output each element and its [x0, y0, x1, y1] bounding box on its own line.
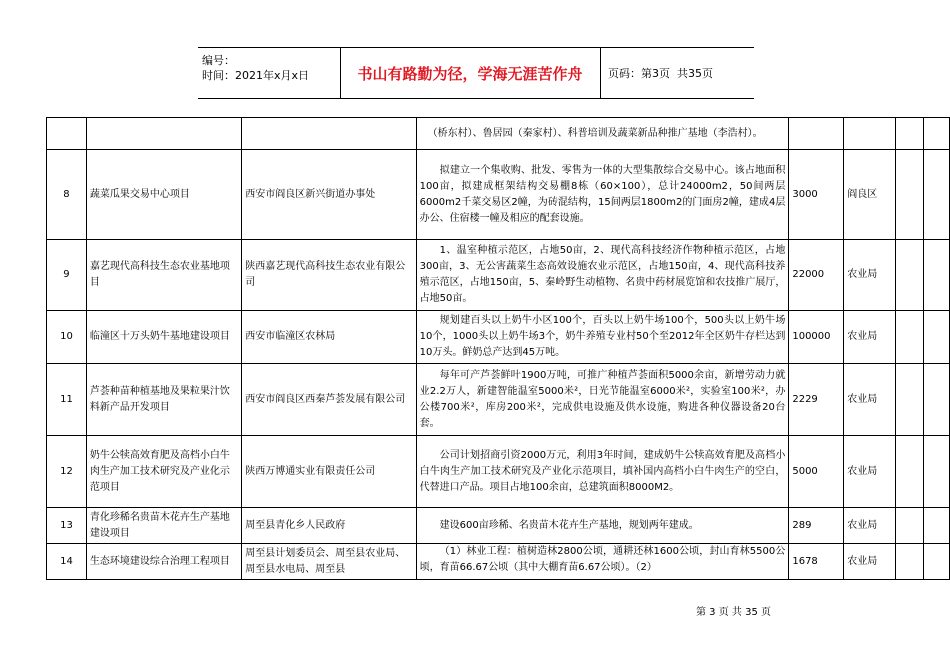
description-text: 拟建立一个集收购、批发、零售为一体的大型集散综合交易中心。该占地面积100亩，拟建成框架结构交易棚8栋（60×100），总计24000m2，50间两层6000m2千菜交易区2幢，为砖混结构，15间两层1800m2的门面房2幢，建成4层办公、住宿楼一幢及相应的配套设施。 [419, 164, 786, 224]
table-row [47, 508, 950, 544]
project-description [416, 544, 789, 580]
project-name: 芦荟种苗种植基地及果粒果汁饮料新产品开发项目 [86, 364, 241, 436]
page-info-text: 页码：第3页 共35页 [608, 67, 713, 80]
blank-cell [924, 150, 950, 240]
blank-cell [896, 240, 924, 311]
project-description [416, 508, 789, 544]
page-info [602, 48, 752, 98]
row-number [47, 118, 87, 150]
responsible-dept: 农业局 [844, 364, 896, 436]
table-row [47, 150, 950, 240]
table-row [47, 364, 950, 436]
project-description [416, 364, 789, 436]
date-label: 时间：2021年x月x日 [202, 69, 310, 82]
project-description [416, 150, 789, 240]
row-number: 14 [47, 544, 87, 580]
project-description [416, 118, 789, 150]
table-row [47, 118, 950, 150]
project-description [416, 311, 789, 364]
row-number: 9 [47, 240, 87, 311]
blank-cell [896, 364, 924, 436]
blank-cell [896, 311, 924, 364]
project-table [46, 117, 950, 580]
project-unit: 陕西万博通实业有限责任公司 [242, 436, 416, 508]
project-name: 青化珍稀名贵苗木花卉生产基地建设项目 [86, 508, 241, 544]
description-text: 1、温室种植示范区，占地50亩，2、现代高科技经济作物种植示范区，占地300亩，3、无公害蔬菜生态高效设施农业示范区，占地150亩，4、现代高科技养殖示范区，占地150亩，5、秦岭野生动植物、名贵中药材展览馆和农技推广展厅，占地50亩。 [419, 245, 786, 304]
row-number: 11 [47, 364, 87, 436]
blank-cell [924, 544, 950, 580]
code-label: 编号： [202, 54, 235, 67]
project-description [416, 436, 789, 508]
responsible-dept: 农业局 [844, 311, 896, 364]
description-text: （1）林业工程：植树造林2800公顷，通耕还林1600公顷，封山育林5500公顷，育苗66.67公顷（其中大棚育苗6.67公顷）。（2） [419, 546, 786, 573]
project-unit: 周至县计划委员会、周至县农业局、周至县水电局、周至县 [242, 544, 416, 580]
investment-amount: 22000 [789, 240, 844, 311]
project-unit: 西安市阎良区新兴街道办事处 [242, 150, 416, 240]
blank-cell [924, 508, 950, 544]
responsible-dept: 农业局 [844, 436, 896, 508]
description-text: 每年可产芦荟鲜叶1900万吨，可推广种植芦荟面积5000余亩，新增劳动力就业2.2万人，新建智能温室5000米²，日光节能温室6000米²，实验室100米²，办公楼700米²，库房200米²，完成供电设施及供水设施，购进各种仪器设备20台套。 [419, 369, 786, 429]
motto: 书山有路勤为径，学海无涯苦作舟 [340, 48, 601, 98]
table-row [47, 240, 950, 311]
responsible-dept: 阎良区 [844, 150, 896, 240]
investment-amount [789, 118, 844, 150]
investment-amount: 2229 [789, 364, 844, 436]
description-text: 建设600亩珍稀、名贵苗木花卉生产基地，规划两年建成。 [439, 519, 699, 531]
project-unit: 西安市阎良区西秦芦荟发展有限公司 [242, 364, 416, 436]
project-name: 生态环境建设综合治理工程项目 [86, 544, 241, 580]
blank-cell [924, 118, 950, 150]
blank-cell [924, 436, 950, 508]
project-unit: 周至县青化乡人民政府 [242, 508, 416, 544]
investment-amount: 1678 [789, 544, 844, 580]
blank-cell [896, 118, 924, 150]
responsible-dept: 农业局 [844, 544, 896, 580]
header-meta [198, 48, 341, 98]
project-unit: 西安市临潼区农林局 [242, 311, 416, 364]
project-name: 临潼区十万头奶牛基地建设项目 [86, 311, 241, 364]
investment-amount: 3000 [789, 150, 844, 240]
row-number: 8 [47, 150, 87, 240]
investment-amount: 5000 [789, 436, 844, 508]
project-unit: 陕西嘉艺现代高科技生态农业有限公司 [242, 240, 416, 311]
blank-cell [896, 436, 924, 508]
project-name: 奶牛公犊高效育肥及高档小白牛肉生产加工技术研究及产业化示范项目 [86, 436, 241, 508]
project-description [416, 240, 789, 311]
project-name: 嘉艺现代高科技生态农业基地项目 [86, 240, 241, 311]
page-footer: 第 3 页 共 35 页 [696, 607, 771, 618]
blank-cell [896, 544, 924, 580]
row-number: 12 [47, 436, 87, 508]
description-text: 公司计划招商引资2000万元，利用3年时间，建成奶牛公犊高效育肥及高档小白牛肉生产加工技术研究及产业化示范项目，填补国内高档小白牛肉生产的空白，代替进口产品。项目占地100余亩，总建筑面积8000M2。 [419, 449, 786, 493]
table-row [47, 436, 950, 508]
document-header [198, 47, 754, 99]
table-row [47, 311, 950, 364]
blank-cell [896, 150, 924, 240]
blank-cell [896, 508, 924, 544]
investment-amount: 289 [789, 508, 844, 544]
responsible-dept [844, 118, 896, 150]
blank-cell [924, 311, 950, 364]
row-number: 10 [47, 311, 87, 364]
project-unit [242, 118, 416, 150]
investment-amount: 100000 [789, 311, 844, 364]
row-number: 13 [47, 508, 87, 544]
table-row [47, 544, 950, 580]
project-name: 蔬菜瓜果交易中心项目 [86, 150, 241, 240]
responsible-dept: 农业局 [844, 240, 896, 311]
description-text: 规划建百头以上奶牛小区100个，百头以上奶牛场100个，500头以上奶牛场10个，1000头以上奶牛场3个，奶牛养殖专业村50个至2012年全区奶牛存栏达到10万头。鲜奶总产达到45万吨。 [419, 315, 786, 358]
description-text: （桥东村）、鲁居园（秦家村）、科普培训及蔬菜新品种推广基地（李浩村）。 [427, 127, 763, 139]
responsible-dept: 农业局 [844, 508, 896, 544]
blank-cell [924, 364, 950, 436]
blank-cell [924, 240, 950, 311]
project-name [86, 118, 241, 150]
